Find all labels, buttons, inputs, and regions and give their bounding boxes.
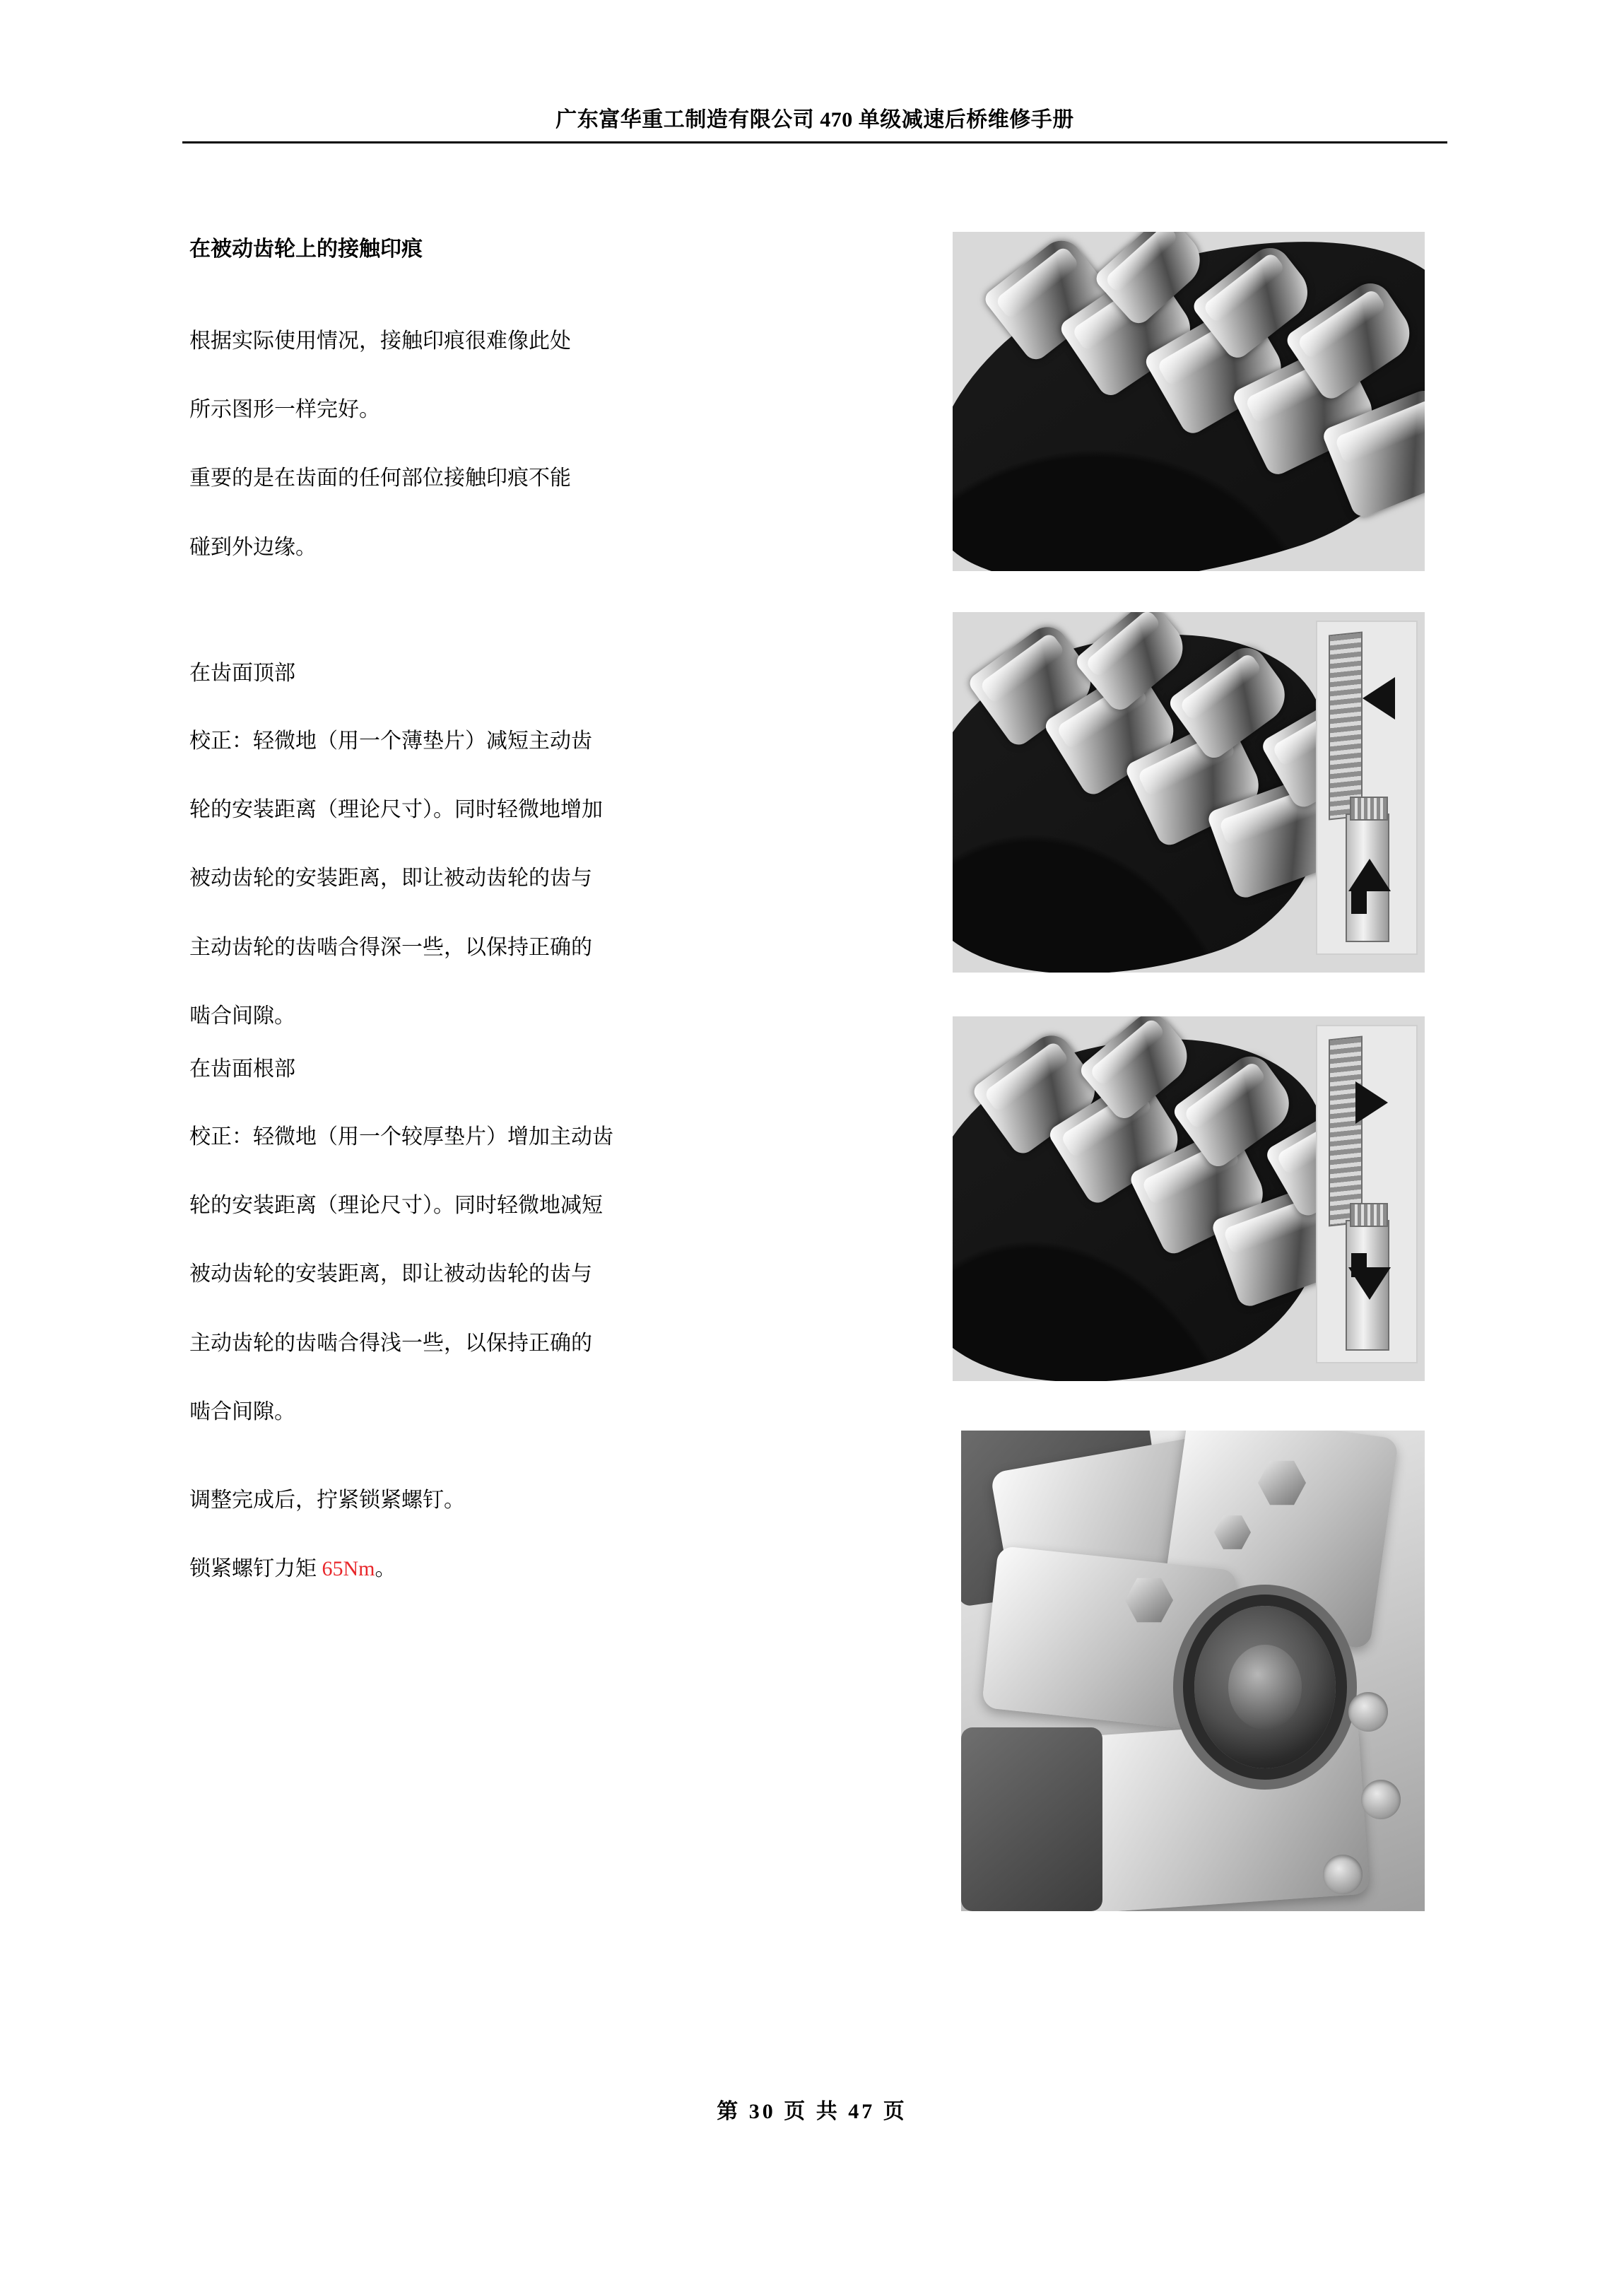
flange-hole — [1323, 1855, 1363, 1894]
section-4-body — [189, 1449, 896, 1621]
arrow-left-icon — [1363, 677, 1395, 720]
section-3-line-5: 啮合间隙。 — [189, 1399, 295, 1423]
torque-value: 65Nm — [322, 1556, 375, 1580]
section-3-line-4: 主动齿轮的齿啮合得浅一些，以保持正确的 — [189, 1331, 592, 1355]
section-4-line-2-label: 锁紧螺钉力矩 — [189, 1556, 322, 1580]
section-1-heading: 在被动齿轮上的接触印痕 — [189, 237, 423, 261]
contact-pattern-root-figure — [953, 1016, 1425, 1381]
pinion-adjust-inset — [1316, 1025, 1418, 1363]
section-2-body — [189, 691, 896, 1069]
pinion-adjust-inset — [1316, 621, 1418, 955]
section-1-line-3: 重要的是在齿面的任何部位接触印痕不能 — [189, 466, 571, 491]
section-1-line-4: 碰到外边缘。 — [189, 535, 317, 559]
contact-pattern-good-figure — [953, 232, 1425, 571]
section-2-line-1: 校正：轻微地（用一个薄垫片）减短主动齿 — [189, 729, 592, 753]
section-4-text — [189, 1449, 896, 1621]
section-3-line-2: 轮的安装距离（理论尺寸）。同时轻微地减短 — [189, 1194, 603, 1218]
arrow-right-icon — [1355, 1081, 1388, 1124]
section-3-body — [189, 1086, 896, 1464]
section-1-body — [189, 290, 896, 599]
ring-gear-teeth-icon — [1329, 1035, 1363, 1226]
section-3-heading: 在齿面根部 — [189, 1057, 295, 1081]
page-header — [182, 106, 1447, 134]
flange-hole — [1361, 1780, 1401, 1819]
header-title: 广东富华重工制造有限公司 470 单级减速后桥维修手册 — [555, 108, 1074, 131]
contact-pattern-top-figure — [953, 612, 1425, 973]
flange-hole — [1348, 1692, 1388, 1732]
section-3-line-3: 被动齿轮的安装距离，即让被动齿轮的齿与 — [189, 1262, 592, 1286]
page-footer: 第 30 页 共 47 页 — [717, 2100, 907, 2123]
section-3-text — [189, 1053, 896, 1464]
torque-suffix: 。 — [375, 1556, 396, 1580]
section-2-line-4: 主动齿轮的齿啮合得深一些，以保持正确的 — [189, 935, 592, 959]
arrow-up-stem — [1351, 890, 1367, 914]
section-2-text — [189, 657, 896, 1068]
section-2-line-5: 啮合间隙。 — [189, 1004, 295, 1028]
section-2-heading: 在齿面顶部 — [189, 662, 295, 685]
header-divider — [182, 141, 1447, 143]
section-3-line-1: 校正：轻微地（用一个较厚垫片）增加主动齿 — [189, 1125, 613, 1149]
housing-lower-body — [1061, 1718, 1370, 1911]
section-1-line-2: 所示图形一样完好。 — [189, 398, 380, 422]
arrow-up-icon — [1348, 859, 1391, 891]
section-1-line-1: 根据实际使用情况，接触印痕很难像此处 — [189, 329, 571, 353]
lock-screw-assembly-figure — [961, 1431, 1425, 1911]
section-2-line-3: 被动齿轮的安装距离，即让被动齿轮的齿与 — [189, 867, 592, 891]
section-2-line-2: 轮的安装距离（理论尺寸）。同时轻微地增加 — [189, 798, 603, 822]
section-4-line-1: 调整完成后，拧紧锁紧螺钉。 — [189, 1488, 465, 1512]
lock-ring-nut — [1194, 1606, 1336, 1768]
section-4-line-2 — [189, 1552, 896, 1587]
section-1-text — [189, 233, 896, 599]
ring-gear-teeth-icon — [1329, 631, 1363, 820]
arrow-down-icon — [1348, 1267, 1391, 1300]
housing-shadow-lower — [961, 1727, 1102, 1911]
